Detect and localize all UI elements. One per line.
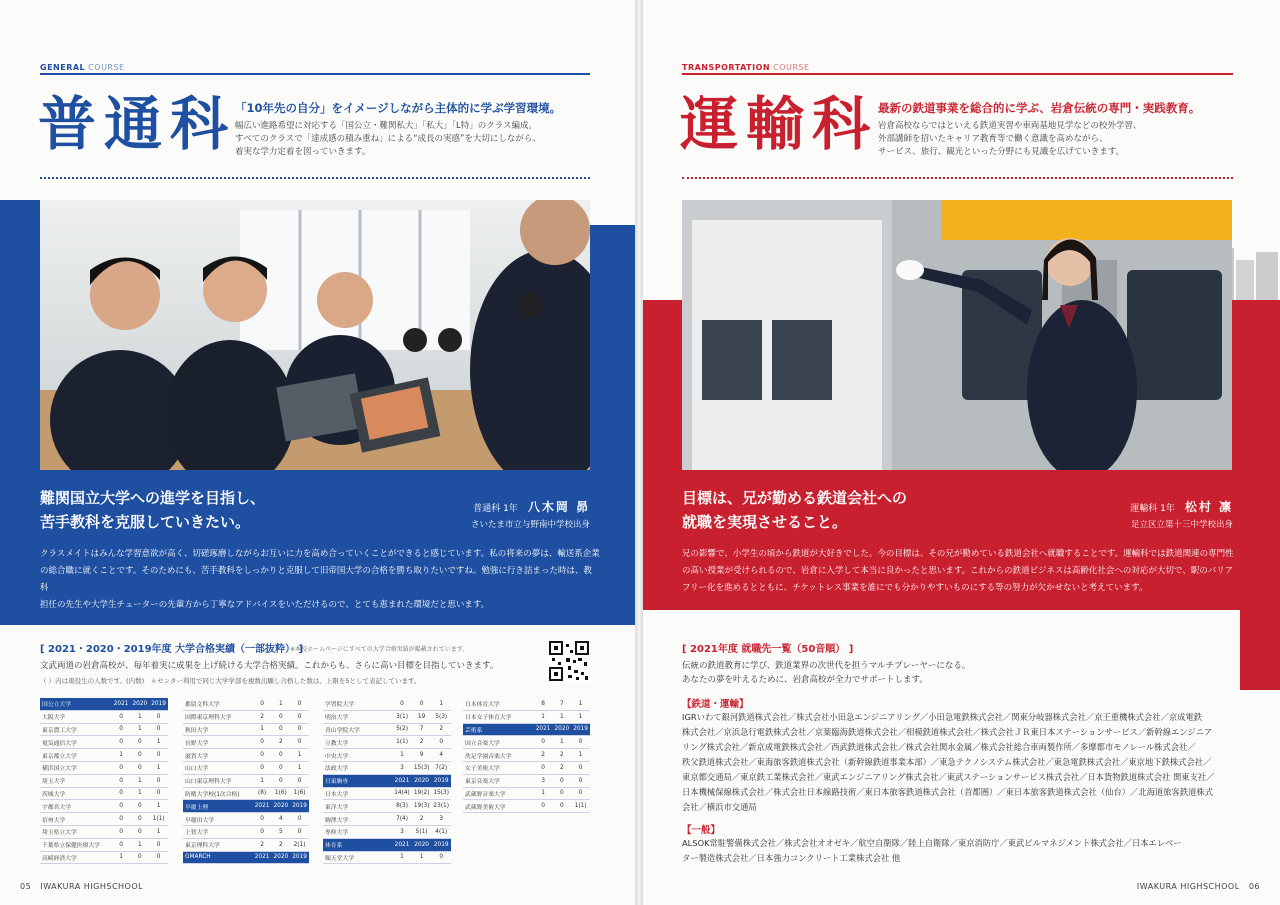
- table-cell-name: 早稲田大学: [183, 813, 253, 826]
- table-cell-value: 5(1): [412, 825, 432, 838]
- jobs-intro: 伝統の鉄道教育に学び、鉄道業界の次世代を担うマルチプレーヤーになる。 あなたの夢を叶えるために、岩倉高校が全力でサポートします。: [682, 661, 971, 685]
- table-cell-value: 2020: [412, 774, 432, 787]
- table-cell-value: 1: [253, 723, 272, 736]
- table-row: [323, 698, 451, 710]
- results-subnote: （ ）内は現役生の人数です。(内数) ＊センター利用で同じ大学学部を複数出願し合格した数は、上限を5として表記しています。: [40, 677, 421, 685]
- railway-company-list: IGRいわて銀河鉄道株式会社／株式会社小田急エンジニアリング／小田急電鉄株式会社／関東分岐器株式会社／京王重機株式会社／京成電鉄 株式会社／京浜急行電鉄株式会社／京葉臨海鉄道株式会社／相模鉄道株式会社／株式会社ＪＲ東日本ステーションサービス／新幹線エンジニア リング株式会社／新京成電鉄株式会社／西武鉄道株式会社／株式会社関水金属／株式会社総合車両製作所／多摩都市モノレール株式会社／ 秩父鉄道株式会社／東海旅客鉄道株式会社（新幹線鉄道事業本部）／東急テクノシステム株式会社／東急電鉄株式会社／東京地下鉄株式会社／ 東京都交通局／東京鉄工業株式会社／東武エンジニアリング株式会社／東武ステーションサービス株式会社／日本貨物鉄道株式会社 関東支社／ 日本機械保線株式会社／株式会社日本線路技術／東日本旅客鉄道株式会社（首都圏）／東日本旅客鉄道株式会社（仙台）／北海道旅客鉄道株式 会社／横浜市交通局: [682, 712, 1215, 812]
- table-row: [183, 825, 309, 838]
- table-cell-value: 2: [431, 723, 451, 736]
- table-cell-value: 0: [271, 749, 290, 762]
- table-row: [183, 736, 309, 749]
- table-cell-value: 0: [112, 761, 131, 774]
- table-row: [40, 838, 168, 851]
- table-cell-value: 1: [130, 787, 149, 800]
- table-cell-value: 0: [552, 774, 571, 787]
- table-cell-name: 洗足学園音楽大学: [463, 749, 534, 762]
- table-cell-value: 2: [253, 710, 272, 723]
- lead-text: 最新の鉄道事業を総合的に学ぶ、岩倉伝統の専門・実践教育。: [878, 101, 1201, 115]
- table-cell-value: 2020: [412, 838, 432, 851]
- table-row: [323, 825, 451, 838]
- table-cell-value: 3: [392, 761, 412, 774]
- table-cell-value: 7(2): [431, 761, 451, 774]
- table-cell-value: 2019: [431, 774, 451, 787]
- table-cell-value: 0: [412, 698, 432, 710]
- student-school: 足立区立第十三中学校出身: [1130, 520, 1233, 530]
- table-cell-value: 2: [271, 838, 290, 851]
- table-cell-value: 0: [271, 710, 290, 723]
- table-row: [463, 736, 590, 749]
- table-cell-value: 3(1): [392, 710, 412, 723]
- table-row: [183, 749, 309, 762]
- table-cell-name: 早慶上理: [183, 800, 253, 813]
- table-cell-value: 2021: [253, 851, 272, 864]
- student-quote: 難関国立大学への進学を目指し、 苦手教科を克服していきたい。: [40, 489, 266, 531]
- table-row: [183, 698, 309, 710]
- student-name: 八木岡 昴: [527, 500, 590, 514]
- table-cell-value: 0: [149, 787, 168, 800]
- table-cell-value: 1: [130, 723, 149, 736]
- page-title: 普通科: [38, 90, 237, 158]
- table-cell-value: 3: [534, 774, 553, 787]
- table-cell-name: 東京理科大学: [183, 838, 253, 851]
- table-row: [183, 774, 309, 787]
- table-cell-name: 日本体育大学: [463, 698, 534, 710]
- table-cell-value: 0: [112, 723, 131, 736]
- table-cell-name: 国際東京理科大学: [183, 710, 253, 723]
- table-cell-value: 1: [130, 710, 149, 723]
- table-cell-value: 1: [571, 710, 590, 723]
- table-cell-name: 長野大学: [183, 736, 253, 749]
- results-note: ※本校ホームページにすべての大学合格実績が掲載されています。: [290, 646, 469, 653]
- table-cell-value: 2020: [271, 800, 290, 813]
- table-cell-value: 2: [534, 749, 553, 762]
- table-cell-value: 0: [112, 787, 131, 800]
- table-cell-value: 15(3): [412, 761, 432, 774]
- table-cell-name: 専修大学: [323, 825, 392, 838]
- table-cell-value: 1(6): [271, 787, 290, 800]
- table-cell-value: 1: [392, 851, 412, 864]
- table-cell-value: 2: [253, 838, 272, 851]
- table-cell-value: 1: [571, 749, 590, 762]
- table-cell-value: 2020: [130, 698, 149, 710]
- results-table-1: [40, 698, 168, 864]
- table-row: [183, 838, 309, 851]
- page-footer: [20, 882, 143, 891]
- table-row: [183, 813, 309, 826]
- table-cell-name: 宇都宮大学: [40, 800, 112, 813]
- table-cell-value: 0: [130, 813, 149, 826]
- table-cell-name: 山口大学: [183, 761, 253, 774]
- table-cell-name: 芸術系: [463, 723, 534, 736]
- table-cell-value: 1(1): [392, 736, 412, 749]
- table-cell-value: 0: [290, 825, 309, 838]
- table-cell-value: 1: [571, 698, 590, 710]
- table-cell-value: 1: [149, 736, 168, 749]
- page-footer: [1137, 882, 1260, 891]
- table-cell-value: 1(1): [149, 813, 168, 826]
- book-gutter: [635, 0, 643, 905]
- dotted-divider: [40, 177, 590, 179]
- table-row: [463, 800, 590, 813]
- blue-band-tab: [0, 200, 40, 225]
- table-cell-name: 女子美術大学: [463, 761, 534, 774]
- student-course: 普通科 1年: [473, 504, 518, 514]
- table-row: [323, 761, 451, 774]
- school-name: IWAKURA HIGHSCHOOL: [40, 882, 144, 891]
- table-cell-value: 0: [571, 787, 590, 800]
- table-cell-value: 1: [290, 749, 309, 762]
- table-cell-value: 2021: [392, 774, 412, 787]
- table-cell-value: 1(6): [290, 787, 309, 800]
- table-cell-value: 1: [253, 774, 272, 787]
- table-cell-value: 0: [253, 749, 272, 762]
- results-table-4: [463, 698, 590, 813]
- table-row: [183, 723, 309, 736]
- table-cell-name: 大阪大学: [40, 710, 112, 723]
- category-general: 【一般】: [682, 825, 721, 836]
- train-photo: [682, 200, 1232, 470]
- course-label: GENERAL COURSE: [40, 63, 125, 72]
- results-intro: 文武両道の岩倉高校が、毎年着実に成果を上げ続ける大学合格実績。これからも、さらに高い目標を目指していきます。: [40, 661, 499, 671]
- table-row: [40, 761, 168, 774]
- table-cell-value: 0: [290, 736, 309, 749]
- student-comment: 兄の影響で、小学生の頃から鉄道が大好きでした。今の目標は、その兄が勤めている鉄道会社へ就職することです。運輸科では鉄道関連の専門性 の高い授業が受けられるので、岩倉に入学して本当に良かったと思います。これからの鉄道ビジネスは高齢化社会への対応が大切で、駅のバリア フリー化を進めるとともに、チケットレス事業を誰にでも分かりやすいものにする等の努力が欠かせないと考えています。: [682, 549, 1234, 593]
- page-number: 06: [1248, 882, 1260, 891]
- table-cell-value: 0: [290, 813, 309, 826]
- table-cell-value: 0: [149, 723, 168, 736]
- table-cell-name: 高崎経済大学: [40, 851, 112, 864]
- table-cell-value: (8): [253, 787, 272, 800]
- table-cell-name: 日東駒専: [323, 774, 392, 787]
- table-cell-value: 0: [112, 800, 131, 813]
- qr-code[interactable]: [548, 640, 590, 682]
- table-cell-value: 1: [149, 825, 168, 838]
- table-header-row: [463, 723, 590, 736]
- table-cell-value: 0: [571, 761, 590, 774]
- table-cell-value: 0: [271, 723, 290, 736]
- table-cell-value: 0: [552, 787, 571, 800]
- table-cell-value: 2021: [392, 838, 412, 851]
- classroom-photo: [40, 200, 590, 470]
- table-cell-name: 横浜国立大学: [40, 761, 112, 774]
- table-cell-name: 千葉県立保健医療大学: [40, 838, 112, 851]
- table-cell-value: 0: [130, 800, 149, 813]
- table-cell-name: 埼玉県立大学: [40, 825, 112, 838]
- table-header-row: [183, 800, 309, 813]
- table-cell-value: 0: [534, 736, 553, 749]
- table-row: [463, 761, 590, 774]
- table-cell-value: 0: [253, 761, 272, 774]
- table-row: [463, 787, 590, 800]
- description: 幅広い進路希望に対応する「国公立・難関私大」「私大」「L特」のクラス編成。 すべてのクラスで「達成感の積み重ね」による“成長の実感”を大切にしながら、 着実な学力定着を図っていきます。: [235, 121, 541, 157]
- table-header-row: [183, 851, 309, 864]
- table-row: [463, 698, 590, 710]
- table-header-row: [40, 698, 168, 710]
- table-cell-value: 0: [149, 710, 168, 723]
- table-row: [183, 787, 309, 800]
- table-cell-value: 1: [271, 698, 290, 710]
- table-cell-value: 23(1): [431, 800, 451, 813]
- table-cell-value: 1: [130, 838, 149, 851]
- table-cell-value: 1: [412, 851, 432, 864]
- table-cell-value: 0: [271, 774, 290, 787]
- table-cell-name: 法政大学: [323, 761, 392, 774]
- table-row: [40, 787, 168, 800]
- page-title: 運輸科: [680, 90, 879, 158]
- table-row: [323, 787, 451, 800]
- table-cell-value: 0: [130, 736, 149, 749]
- table-cell-value: 0: [130, 851, 149, 864]
- table-cell-value: 0: [253, 813, 272, 826]
- table-cell-value: 19(2): [412, 787, 432, 800]
- table-cell-value: 0: [431, 736, 451, 749]
- table-cell-value: 1: [552, 736, 571, 749]
- jobs-heading: [ 2021年度 就職先一覧（50音順） ]: [682, 644, 854, 655]
- table-cell-name: 防衛大学校(1次合格): [183, 787, 253, 800]
- table-cell-value: 7(4): [392, 813, 412, 826]
- table-cell-value: 7: [552, 698, 571, 710]
- table-row: [323, 736, 451, 749]
- table-cell-value: 0: [552, 800, 571, 813]
- description: 岩倉高校ならではといえる鉄道実習や車両基地見学などの校外学習、 外部講師を招いたキャリア教育等で働く意識を高めながら、 サービス、旅行、観光といった分野にも見識を広げていきます。: [878, 121, 1142, 157]
- table-cell-name: 上智大学: [183, 825, 253, 838]
- table-row: [183, 761, 309, 774]
- table-row: [183, 710, 309, 723]
- student-school: さいたま市立与野南中学校出身: [470, 520, 590, 530]
- table-cell-name: 体育系: [323, 838, 392, 851]
- table-cell-value: 1: [534, 787, 553, 800]
- table-cell-value: 9: [412, 749, 432, 762]
- table-cell-value: 0: [253, 736, 272, 749]
- table-cell-name: 山口東京理科大学: [183, 774, 253, 787]
- red-band-side: [1240, 300, 1280, 690]
- qr-code-icon: [548, 640, 590, 682]
- table-cell-value: 5(3): [431, 710, 451, 723]
- table-cell-value: 0: [571, 774, 590, 787]
- table-cell-value: 2019: [571, 723, 590, 736]
- table-cell-value: 0: [112, 813, 131, 826]
- table-cell-value: 2019: [431, 838, 451, 851]
- top-rule: [682, 73, 1233, 75]
- table-cell-value: 8: [534, 698, 553, 710]
- page-number: 05: [20, 882, 32, 891]
- category-railway: 【鉄道・運輸】: [682, 699, 749, 710]
- table-cell-name: 順天堂大学: [323, 851, 392, 864]
- top-rule: [40, 73, 590, 75]
- table-cell-name: 信州大学: [40, 813, 112, 826]
- table-cell-name: 東京音楽大学: [463, 774, 534, 787]
- table-row: [40, 825, 168, 838]
- course-label: TRANSPORTATION COURSE: [682, 63, 810, 72]
- table-cell-value: 1: [149, 800, 168, 813]
- table-cell-value: 1: [431, 698, 451, 710]
- table-cell-value: 2021: [112, 698, 131, 710]
- table-row: [40, 800, 168, 813]
- table-cell-name: 武蔵野美術大学: [463, 800, 534, 813]
- table-cell-name: 中央大学: [323, 749, 392, 762]
- train-illustration: [682, 200, 1232, 470]
- table-cell-name: 都留文科大学: [183, 698, 253, 710]
- table-cell-value: 0: [290, 710, 309, 723]
- table-cell-value: 1(1): [571, 800, 590, 813]
- table-header-row: [323, 774, 451, 787]
- table-cell-value: 3: [392, 825, 412, 838]
- table-cell-value: 0: [112, 736, 131, 749]
- table-cell-value: 1: [112, 749, 131, 762]
- dotted-divider: [682, 177, 1233, 179]
- table-cell-value: 19(3): [412, 800, 432, 813]
- table-cell-value: 7: [412, 723, 432, 736]
- table-cell-value: 4(1): [431, 825, 451, 838]
- table-cell-value: 2019: [290, 851, 309, 864]
- table-cell-name: GMARCH: [183, 851, 253, 864]
- table-cell-value: 0: [149, 851, 168, 864]
- table-row: [323, 723, 451, 736]
- table-cell-name: 青山学院大学: [323, 723, 392, 736]
- table-header-row: [323, 838, 451, 851]
- table-cell-value: 1: [149, 761, 168, 774]
- table-cell-value: 0: [112, 710, 131, 723]
- table-row: [323, 851, 451, 864]
- table-cell-value: 14(4): [392, 787, 412, 800]
- classroom-illustration: [40, 200, 590, 470]
- table-cell-value: 2019: [290, 800, 309, 813]
- table-cell-name: 国公立大学: [40, 698, 112, 710]
- table-row: [463, 774, 590, 787]
- school-name: IWAKURA HIGHSCHOOL: [1136, 882, 1240, 891]
- table-cell-name: 秋田大学: [183, 723, 253, 736]
- table-cell-name: 国立音楽大学: [463, 736, 534, 749]
- table-cell-value: 1: [534, 710, 553, 723]
- table-cell-value: 0: [534, 761, 553, 774]
- student-name: 松村 凛: [1184, 500, 1233, 514]
- table-row: [40, 736, 168, 749]
- table-cell-name: 立教大学: [323, 736, 392, 749]
- results-table-2: [183, 698, 309, 864]
- general-company-list: ALSOK常駐警備株式会社／株式会社オオゼキ／航空自衛隊／陸上自衛隊／東京消防庁／東武ビルマネジメント株式会社／日本エレベー ター製造株式会社／日本強力コンクリート工業株式会社 他: [682, 838, 1182, 863]
- table-row: [40, 749, 168, 762]
- table-cell-value: 3: [431, 813, 451, 826]
- table-cell-value: 2(1): [290, 838, 309, 851]
- student-info: [1023, 498, 1233, 530]
- table-cell-value: 0: [290, 774, 309, 787]
- table-cell-value: 0: [112, 825, 131, 838]
- table-cell-value: 0: [130, 761, 149, 774]
- table-row: [463, 710, 590, 723]
- table-cell-value: 2021: [534, 723, 553, 736]
- table-cell-value: 0: [130, 749, 149, 762]
- student-quote: 目標は、兄が勤める鉄道会社への 就職を実現させること。: [682, 489, 908, 531]
- table-cell-value: 0: [253, 698, 272, 710]
- table-cell-value: 1: [130, 774, 149, 787]
- table-cell-value: 1: [112, 851, 131, 864]
- table-cell-name: 茨城大学: [40, 787, 112, 800]
- table-row: [323, 813, 451, 826]
- table-cell-value: 0: [571, 736, 590, 749]
- table-row: [40, 710, 168, 723]
- table-cell-value: 19: [412, 710, 432, 723]
- table-cell-name: 埼玉大学: [40, 774, 112, 787]
- table-row: [40, 723, 168, 736]
- table-row: [323, 749, 451, 762]
- table-cell-value: 1: [290, 761, 309, 774]
- table-cell-value: 2: [412, 813, 432, 826]
- table-cell-name: 東洋大学: [323, 800, 392, 813]
- table-cell-value: 0: [149, 838, 168, 851]
- table-cell-value: 2021: [253, 800, 272, 813]
- table-cell-value: 5(2): [392, 723, 412, 736]
- table-cell-name: 電気通信大学: [40, 736, 112, 749]
- right-page: [640, 0, 1280, 905]
- lead-text: 「10年先の自分」をイメージしながら主体的に学ぶ学習環境。: [235, 101, 562, 115]
- table-cell-value: 2020: [271, 851, 290, 864]
- results-heading: [ 2021・2020・2019年度 大学合格実績（一部抜粋） ]: [40, 644, 304, 655]
- table-cell-value: 2: [412, 736, 432, 749]
- table-row: [40, 813, 168, 826]
- left-page: [0, 0, 637, 905]
- table-cell-value: 15(3): [431, 787, 451, 800]
- table-cell-value: 4: [271, 813, 290, 826]
- table-cell-value: 0: [112, 838, 131, 851]
- results-table-3: [323, 698, 451, 864]
- table-cell-value: 2019: [149, 698, 168, 710]
- table-row: [323, 710, 451, 723]
- table-row: [323, 800, 451, 813]
- table-cell-value: 0: [290, 723, 309, 736]
- table-cell-value: 2: [271, 736, 290, 749]
- table-row: [463, 749, 590, 762]
- table-cell-name: 滋賀大学: [183, 749, 253, 762]
- table-cell-name: 学習院大学: [323, 698, 392, 710]
- table-cell-value: 0: [431, 851, 451, 864]
- table-cell-name: 明治大学: [323, 710, 392, 723]
- table-cell-value: 5: [271, 825, 290, 838]
- table-cell-name: 駒澤大学: [323, 813, 392, 826]
- table-cell-value: 0: [392, 698, 412, 710]
- table-cell-value: 4: [431, 749, 451, 762]
- student-info: [380, 498, 590, 530]
- table-cell-value: 2: [552, 761, 571, 774]
- student-comment: クラスメイトはみんな学習意欲が高く、切磋琢磨しながらお互いに力を高め合っていくことができると感じています。私の将来の夢は、輸送系企業 の総合職に就くことです。そのためにも、苦手教科をしっかりと克服して旧帝国大学の合格を勝ち取りたいですね。勉強に行き詰まった時は、教科 担任の先生や大学生チューターの先輩方から丁寧なアドバイスをいただけるので、とても恵まれた環境だと思います。: [40, 549, 600, 610]
- table-cell-value: 0: [149, 774, 168, 787]
- table-cell-name: 日本大学: [323, 787, 392, 800]
- table-cell-value: 0: [253, 825, 272, 838]
- table-cell-value: 0: [290, 698, 309, 710]
- table-cell-value: 0: [112, 774, 131, 787]
- table-row: [40, 851, 168, 864]
- table-cell-name: 日本女子体育大学: [463, 710, 534, 723]
- table-cell-value: 2020: [552, 723, 571, 736]
- table-cell-value: 1: [552, 710, 571, 723]
- table-cell-value: 0: [130, 825, 149, 838]
- table-row: [40, 774, 168, 787]
- table-cell-name: 東京農工大学: [40, 723, 112, 736]
- table-cell-value: 8(3): [392, 800, 412, 813]
- table-cell-name: 東京都立大学: [40, 749, 112, 762]
- table-cell-value: 1: [392, 749, 412, 762]
- table-cell-value: 0: [534, 800, 553, 813]
- table-cell-value: 2: [552, 749, 571, 762]
- table-cell-name: 武蔵野音楽大学: [463, 787, 534, 800]
- table-cell-value: 0: [271, 761, 290, 774]
- table-cell-value: 0: [149, 749, 168, 762]
- student-course: 運輸科 1年: [1130, 504, 1175, 514]
